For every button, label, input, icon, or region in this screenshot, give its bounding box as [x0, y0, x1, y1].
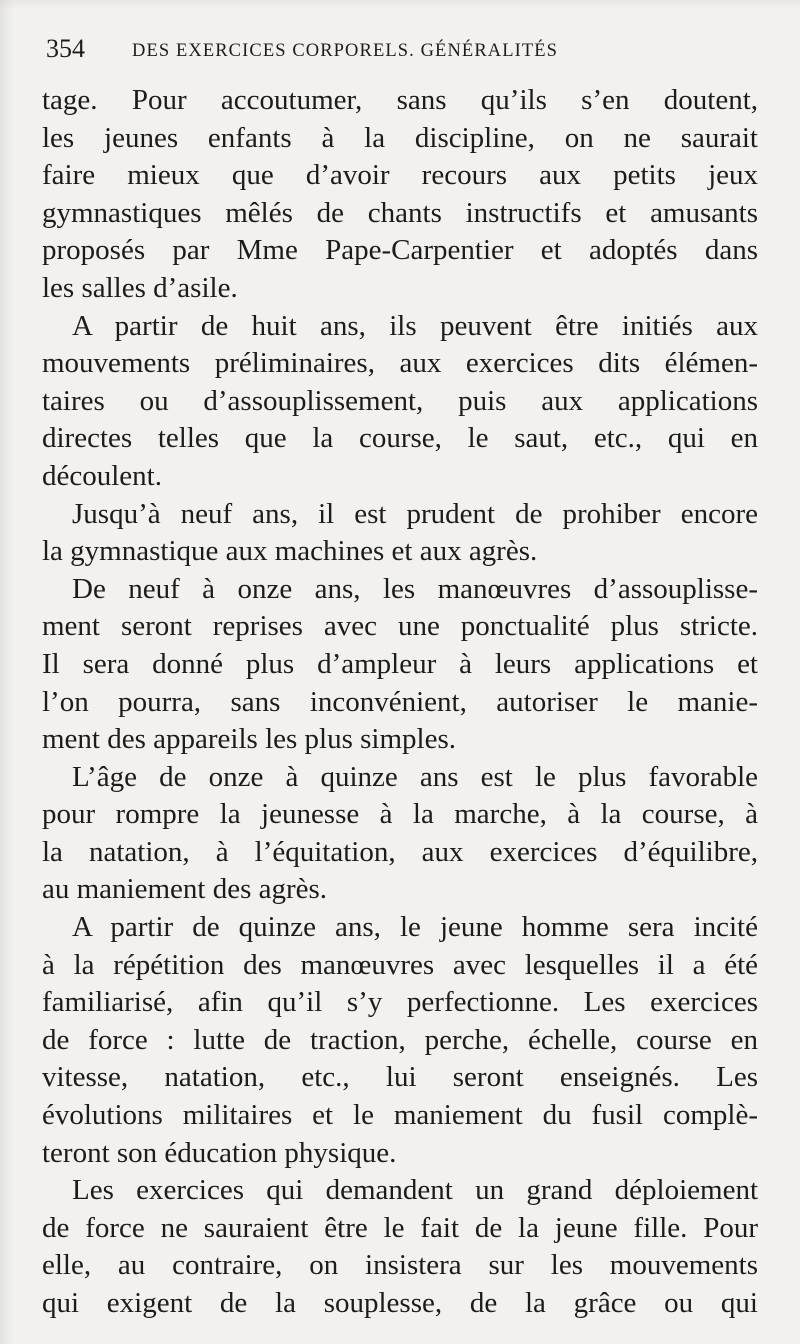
text-line: au maniement des agrès. — [42, 873, 328, 906]
text-line: A partir de huit ans, ils peuvent être initiés aux — [72, 309, 758, 342]
text-line: la natation, à l’équitation, aux exercices d’équilibre, — [42, 835, 758, 868]
text-line: de force ne sauraient être le fait de la jeune fille. Pour — [42, 1211, 758, 1244]
text-line: les salles d’asile. — [42, 271, 238, 304]
text-line: gymnastiques mêlés de chants instructifs et amusants — [42, 196, 758, 229]
text-line: L’âge de onze à quinze ans est le plus favorable — [72, 760, 758, 793]
paragraph-4 — [42, 571, 758, 759]
text-line: ment des appareils les plus simples. — [42, 723, 456, 756]
text-line: évolutions militaires et le maniement du fusil complè- — [42, 1099, 758, 1132]
text-line: l’on pourra, sans inconvénient, autoriser le manie- — [42, 685, 758, 718]
text-line: découlent. — [42, 459, 162, 492]
text-line: Jusqu’à neuf ans, il est prudent de prohiber encore — [72, 497, 758, 530]
text-line: qui exigent de la souplesse, de la grâce ou qui — [42, 1287, 758, 1319]
paragraph-2 — [42, 308, 758, 496]
text-line: à la répétition des manœuvres avec lesquelles il a été — [42, 948, 758, 981]
text-line: Il sera donné plus d’ampleur à leurs applications et — [42, 647, 758, 680]
text-line: tage. Pour accoutumer, sans qu’ils s’en doutent, — [42, 84, 758, 116]
text-line: proposés par Mme Pape-Carpentier et adoptés dans — [42, 234, 758, 267]
text-line: les jeunes enfants à la discipline, on ne saurait — [42, 121, 758, 154]
paragraph-5 — [42, 759, 758, 909]
text-line: directes telles que la course, le saut, etc., qui en — [42, 422, 758, 455]
text-line: De neuf à onze ans, les manœuvres d’assouplisse- — [72, 572, 758, 605]
paragraph-3 — [42, 496, 758, 571]
running-head — [46, 34, 756, 68]
text-line: teront son éducation physique. — [42, 1136, 397, 1169]
text-line: faire mieux que d’avoir recours aux petits jeux — [42, 159, 758, 192]
text-line: taires ou d’assouplissement, puis aux applications — [42, 384, 758, 417]
text-line: ment seront reprises avec une ponctualité plus stricte. — [42, 610, 758, 643]
text-line: elle, au contraire, on insistera sur les mouvements — [42, 1249, 758, 1282]
text-line: la gymnastique aux machines et aux agrès. — [42, 535, 538, 568]
text-line: de force : lutte de traction, perche, échelle, course en — [42, 1023, 758, 1056]
page-number: 354 — [46, 34, 85, 63]
text-line: mouvements préliminaires, aux exercices dits élémen- — [42, 347, 758, 380]
text-line: Les exercices qui demandent un grand déploiement — [72, 1174, 758, 1207]
text-line: A partir de quinze ans, le jeune homme sera incité — [72, 911, 758, 944]
text-line: familiarisé, afin qu’il s’y perfectionne. Les exercices — [42, 986, 758, 1019]
paragraph-7 — [42, 1172, 758, 1322]
text-line: pour rompre la jeunesse à la marche, à la course, à — [42, 798, 758, 831]
body-text — [42, 82, 758, 1323]
paragraph-1 — [42, 82, 758, 308]
paragraph-6 — [42, 909, 758, 1172]
running-title: DES EXERCICES CORPORELS. GÉNÉRALITÉS — [132, 41, 559, 61]
text-line: vitesse, natation, etc., lui seront enseignés. Les — [42, 1061, 758, 1094]
